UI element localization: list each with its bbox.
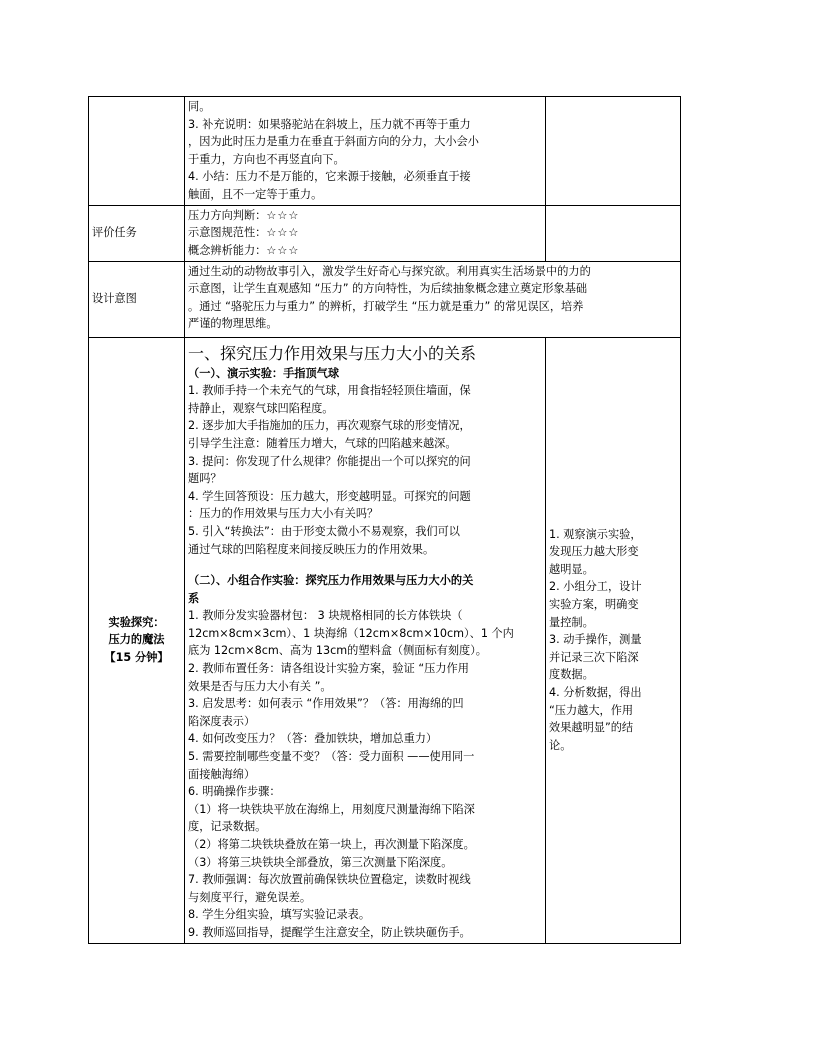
text-line: 示意图，让学生直观感知 “压力” 的方向特性，为后续抽象概念建立奠定形象基础 bbox=[188, 282, 588, 296]
text-line: 度，记录数据。 bbox=[188, 820, 267, 834]
spacer bbox=[188, 558, 542, 572]
text-line: 4. 小结：压力不是万能的，它来源于接触，必须垂直于接 bbox=[188, 170, 471, 184]
experiment-row bbox=[89, 337, 681, 943]
text-line: “压力越大，作用 bbox=[549, 703, 634, 717]
experiment-label bbox=[89, 337, 185, 943]
text-line: 通过气球的凹陷程度来间接反映压力的作用效果。 bbox=[188, 542, 435, 556]
text-line: 于重力，方向也不再竖直向下。 bbox=[188, 152, 345, 166]
evaluation-item-name: 压力方向判断： bbox=[188, 208, 267, 222]
text-line: 4. 分析数据，得出 bbox=[549, 686, 642, 700]
text-line: 实验方案，明确变 bbox=[549, 598, 639, 612]
text-line: 5. 需要控制哪些变量不变？（答：受力面积 ——使用同一 bbox=[188, 750, 475, 764]
text-line: 2. 小组分工，设计 bbox=[549, 580, 642, 594]
evaluation-student-cell bbox=[546, 205, 681, 261]
evaluation-item-name: 概念辨析能力： bbox=[188, 243, 267, 257]
text-line: 严谨的物理思维。 bbox=[188, 317, 278, 331]
text-line: 3. 提问：你发现了什么规律？你能提出一个可以探究的问 bbox=[188, 454, 471, 468]
section-heading: 一、探究压力作用效果与压力大小的关系 bbox=[188, 343, 477, 363]
text-line: 同。 bbox=[188, 100, 211, 113]
text-line: 3. 补充说明：如果骆驼站在斜坡上，压力就不再等于重力 bbox=[188, 117, 471, 131]
lesson-plan-table bbox=[88, 96, 681, 944]
text-line: 量控制。 bbox=[549, 615, 594, 629]
text-line: 与刻度平行，避免误差。 bbox=[188, 890, 312, 904]
text-line: 1. 观察演示实验， bbox=[549, 527, 642, 541]
text-line: 9. 教师巡回指导，提醒学生注意安全，防止铁块砸伤手。 bbox=[188, 925, 471, 939]
text-line: 效果越明显”的结 bbox=[549, 721, 634, 735]
text-line: （2）将第二块铁块叠放在第一块上，再次测量下陷深度。 bbox=[188, 838, 475, 851]
text-line: 2. 教师布置任务：请各组设计实验方案，验证 “压力作用 bbox=[188, 662, 469, 676]
design-content-cell bbox=[185, 261, 681, 337]
continuation-label-cell bbox=[89, 97, 185, 206]
text-line: ：压力的作用效果与压力大小有关吗？ bbox=[188, 507, 379, 521]
text-line: （3）将第三块铁块全部叠放，第三次测量下陷深度。 bbox=[188, 855, 453, 869]
text-line: 7. 教师强调：每次放置前确保铁块位置稳定，读数时视线 bbox=[188, 873, 471, 887]
design-row bbox=[89, 261, 681, 337]
text-line: 越明显。 bbox=[549, 562, 594, 576]
evaluation-content-cell bbox=[185, 205, 546, 261]
text-line: 通过生动的动物故事引入，激发学生好奇心与探究欲。利用真实生活场景中的力的 bbox=[188, 264, 591, 278]
text-line: 4. 学生回答预设：压力越大，形变越明显。可探究的问题 bbox=[188, 489, 471, 503]
text-line: 。通过 “骆驼压力与重力” 的辨析，打破学生 “压力就是重力” 的常见误区，培养 bbox=[188, 299, 584, 313]
text-line: 引导学生注意：随着压力增大，气球的凹陷越来越深。 bbox=[188, 436, 457, 450]
star-rating: ☆☆☆ bbox=[266, 226, 300, 240]
text-line: 3. 启发思考：如何表示 “作用效果”？（答：用海绵的凹 bbox=[188, 697, 464, 711]
evaluation-label: 评价任务 bbox=[89, 205, 185, 261]
evaluation-item bbox=[188, 242, 542, 260]
text-line: 发现压力越大形变 bbox=[549, 545, 639, 559]
text-line: （1）将一块铁块平放在海绵上，用刻度尺测量海绵下陷深 bbox=[188, 802, 475, 816]
text-line: 5. 引入“转换法”：由于形变太微小不易观察，我们可以 bbox=[188, 524, 460, 538]
design-label: 设计意图 bbox=[89, 261, 185, 337]
text-line: 论。 bbox=[549, 738, 572, 752]
star-rating: ☆☆☆ bbox=[266, 208, 300, 222]
text-line: 1. 教师分发实验器材包： 3 块规格相同的长方体铁块（ bbox=[188, 609, 463, 623]
text-line: 触面，且不一定等于重力。 bbox=[188, 187, 323, 201]
text-line: 度数据。 bbox=[549, 668, 594, 682]
subsection-title: （二）、小组合作实验：探究压力作用效果与压力大小的关 bbox=[188, 574, 474, 588]
experiment-label-line: 【15 分钟】 bbox=[104, 650, 169, 664]
experiment-label-line: 实验探究： bbox=[108, 615, 165, 629]
text-line: 6. 明确操作步骤： bbox=[188, 785, 281, 799]
text-line: 题吗？ bbox=[188, 472, 222, 486]
text-line: 底为 12cm×8cm、高为 13cm的塑料盒（侧面标有刻度）。 bbox=[188, 644, 487, 658]
evaluation-item bbox=[188, 207, 542, 225]
student-activity-cell bbox=[546, 337, 681, 943]
text-line: 8. 学生分组实验，填写实验记录表。 bbox=[188, 908, 371, 922]
evaluation-item-name: 示意图规范性： bbox=[188, 226, 267, 240]
text-line: 持静止，观察气球凹陷程度。 bbox=[188, 401, 334, 415]
text-line: 并记录三次下陷深 bbox=[549, 650, 639, 664]
subsection-title: 系 bbox=[188, 591, 200, 605]
evaluation-item bbox=[188, 224, 542, 242]
star-rating: ☆☆☆ bbox=[266, 243, 300, 257]
text-line: 陷深度表示） bbox=[188, 714, 256, 728]
evaluation-row bbox=[89, 205, 681, 261]
text-line: ，因为此时压力是重力在垂直于斜面方向的分力，大小会小 bbox=[188, 135, 479, 149]
text-line: 2. 逐步加大手指施加的压力，再次观察气球的形变情况， bbox=[188, 419, 471, 433]
continuation-student-cell bbox=[546, 97, 681, 206]
continuation-row bbox=[89, 97, 681, 206]
subsection-title: （一）、演示实验：手指顶气球 bbox=[188, 366, 340, 380]
text-line: 4. 如何改变压力？（答：叠加铁块，增加总重力） bbox=[188, 732, 438, 746]
experiment-content-cell bbox=[185, 337, 546, 943]
text-line: 3. 动手操作，测量 bbox=[549, 633, 642, 647]
text-line: 1. 教师手持一个未充气的气球，用食指轻轻顶住墙面，保 bbox=[188, 384, 471, 398]
text-line: 12cm×8cm×3cm）、1 块海绵（12cm×8cm×10cm）、1 个内 bbox=[188, 626, 514, 640]
text-line: 面接触海绵） bbox=[188, 767, 256, 781]
continuation-content-cell bbox=[185, 97, 546, 206]
text-line: 效果是否与压力大小有关 ”。 bbox=[188, 679, 332, 693]
experiment-label-line: 压力的魔法 bbox=[108, 633, 165, 647]
